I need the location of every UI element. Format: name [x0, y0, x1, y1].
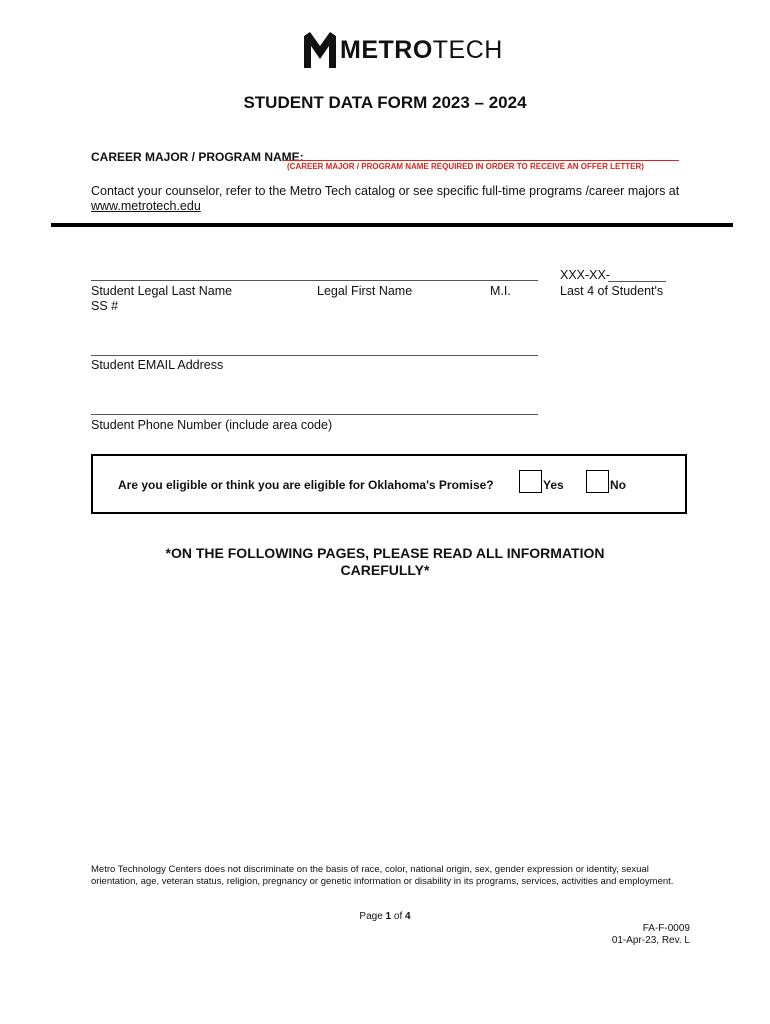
form-revision: 01-Apr-23, Rev. L [611, 935, 690, 946]
form-number [612, 923, 690, 947]
notice-line-2: CAREFULLY* [340, 562, 430, 578]
metrotech-logo [304, 30, 503, 70]
phone-field-line[interactable] [91, 414, 538, 415]
logo-text: METROTECH [340, 35, 503, 64]
yes-checkbox[interactable] [519, 470, 542, 493]
oklahoma-promise-question: Are you eligible or think you are eligible for Oklahoma's Promise? [118, 478, 494, 492]
ss-last4-label: Last 4 of Student's [560, 284, 664, 298]
notice-line-1: *ON THE FOLLOWING PAGES, PLEASE READ ALL INFORMATION [165, 545, 605, 561]
middle-initial-label: M.I. [490, 284, 511, 298]
career-major-field-line[interactable] [283, 160, 679, 161]
metrotech-website-link[interactable]: www.metrotech.edu [91, 199, 201, 213]
ss-label-continued: SS # [91, 299, 119, 313]
contact-instructions [91, 184, 691, 214]
page-number: Page 1 of 4 [359, 911, 411, 922]
section-divider [51, 223, 733, 227]
phone-label: Student Phone Number (include area code) [91, 418, 333, 432]
ss-last4-field-line[interactable] [608, 281, 666, 282]
contact-text: Contact your counselor, refer to the Metro Tech catalog or see specific full-time programs /career majors at [91, 184, 680, 198]
email-label: Student EMAIL Address [91, 358, 224, 372]
no-checkbox[interactable] [586, 470, 609, 493]
no-label: No [610, 478, 626, 492]
metrotech-m-logo-icon [304, 32, 336, 68]
nondiscrimination-statement: Metro Technology Centers does not discriminate on the basis of race, color, national origin, sex, gender expression or identity, sexual orientation, age, veteran status, religion, pregnancy or genetic information or disability in its programs, services, activities and employment. [91, 864, 674, 887]
read-carefully-notice [0, 545, 770, 579]
email-field-line[interactable] [91, 355, 538, 356]
page-title: STUDENT DATA FORM 2023 – 2024 [243, 93, 527, 112]
career-major-required-note: (CAREER MAJOR / PROGRAM NAME REQUIRED IN ORDER TO RECEIVE AN OFFER LETTER) [287, 162, 644, 171]
form-code: FA-F-0009 [642, 923, 690, 934]
career-major-label: CAREER MAJOR / PROGRAM NAME: [91, 150, 304, 164]
last-name-label: Student Legal Last Name [91, 284, 233, 298]
ss-prefix: XXX-XX- [560, 268, 611, 282]
first-name-label: Legal First Name [317, 284, 413, 298]
yes-label: Yes [543, 478, 564, 492]
student-name-field-line[interactable] [91, 280, 538, 281]
